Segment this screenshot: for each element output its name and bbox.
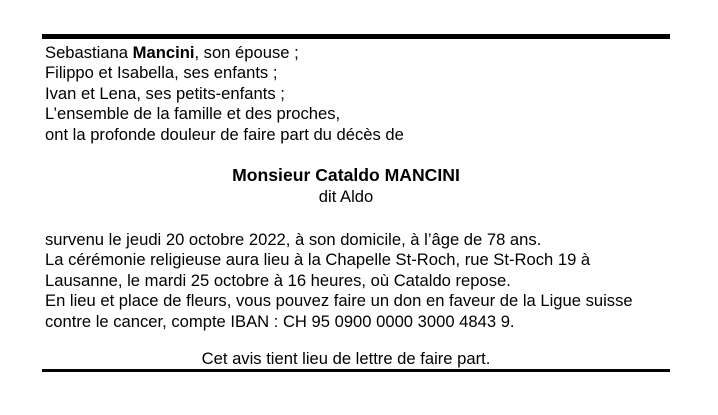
bottom-border-rule xyxy=(42,369,670,372)
spouse-line xyxy=(45,43,670,63)
details-block xyxy=(45,230,670,332)
relatives-line: L’ensemble de la famille et des proches, xyxy=(45,104,341,124)
spouse-first-name: Sebastiana xyxy=(45,43,129,62)
announcement-line: ont la profonde douleur de faire part du décès de xyxy=(45,124,404,144)
deceased-name: Monsieur Cataldo MANCINI xyxy=(232,165,460,185)
deceased-block xyxy=(45,164,647,208)
children-line: Filippo et Isabella, ses enfants ; xyxy=(45,63,278,83)
deceased-nickname: dit Aldo xyxy=(318,187,374,206)
ceremony-details: La cérémonie religieuse aura lieu à la Chapelle St-Roch, rue St-Roch 19 à Lausanne, le mardi 25 octobre à 16 heures, où Cataldo repose. xyxy=(45,250,591,290)
donation-details: En lieu et place de fleurs, vous pouvez faire un don en faveur de la Ligue suisse contre le cancer, compte IBAN : CH 95 0900 0000 3000 4843 9. xyxy=(45,291,633,331)
top-border-rule xyxy=(42,34,670,39)
spouse-role: , son épouse ; xyxy=(194,43,299,62)
spouse-last-name: Mancini xyxy=(132,43,195,62)
death-details: survenu le jeudi 20 octobre 2022, à son domicile, à l’âge de 78 ans. xyxy=(45,230,542,249)
grandchildren-line: Ivan et Lena, ses petits-enfants ; xyxy=(45,83,285,103)
family-list xyxy=(45,43,670,145)
footer-note: Cet avis tient lieu de lettre de faire part. xyxy=(201,349,491,368)
